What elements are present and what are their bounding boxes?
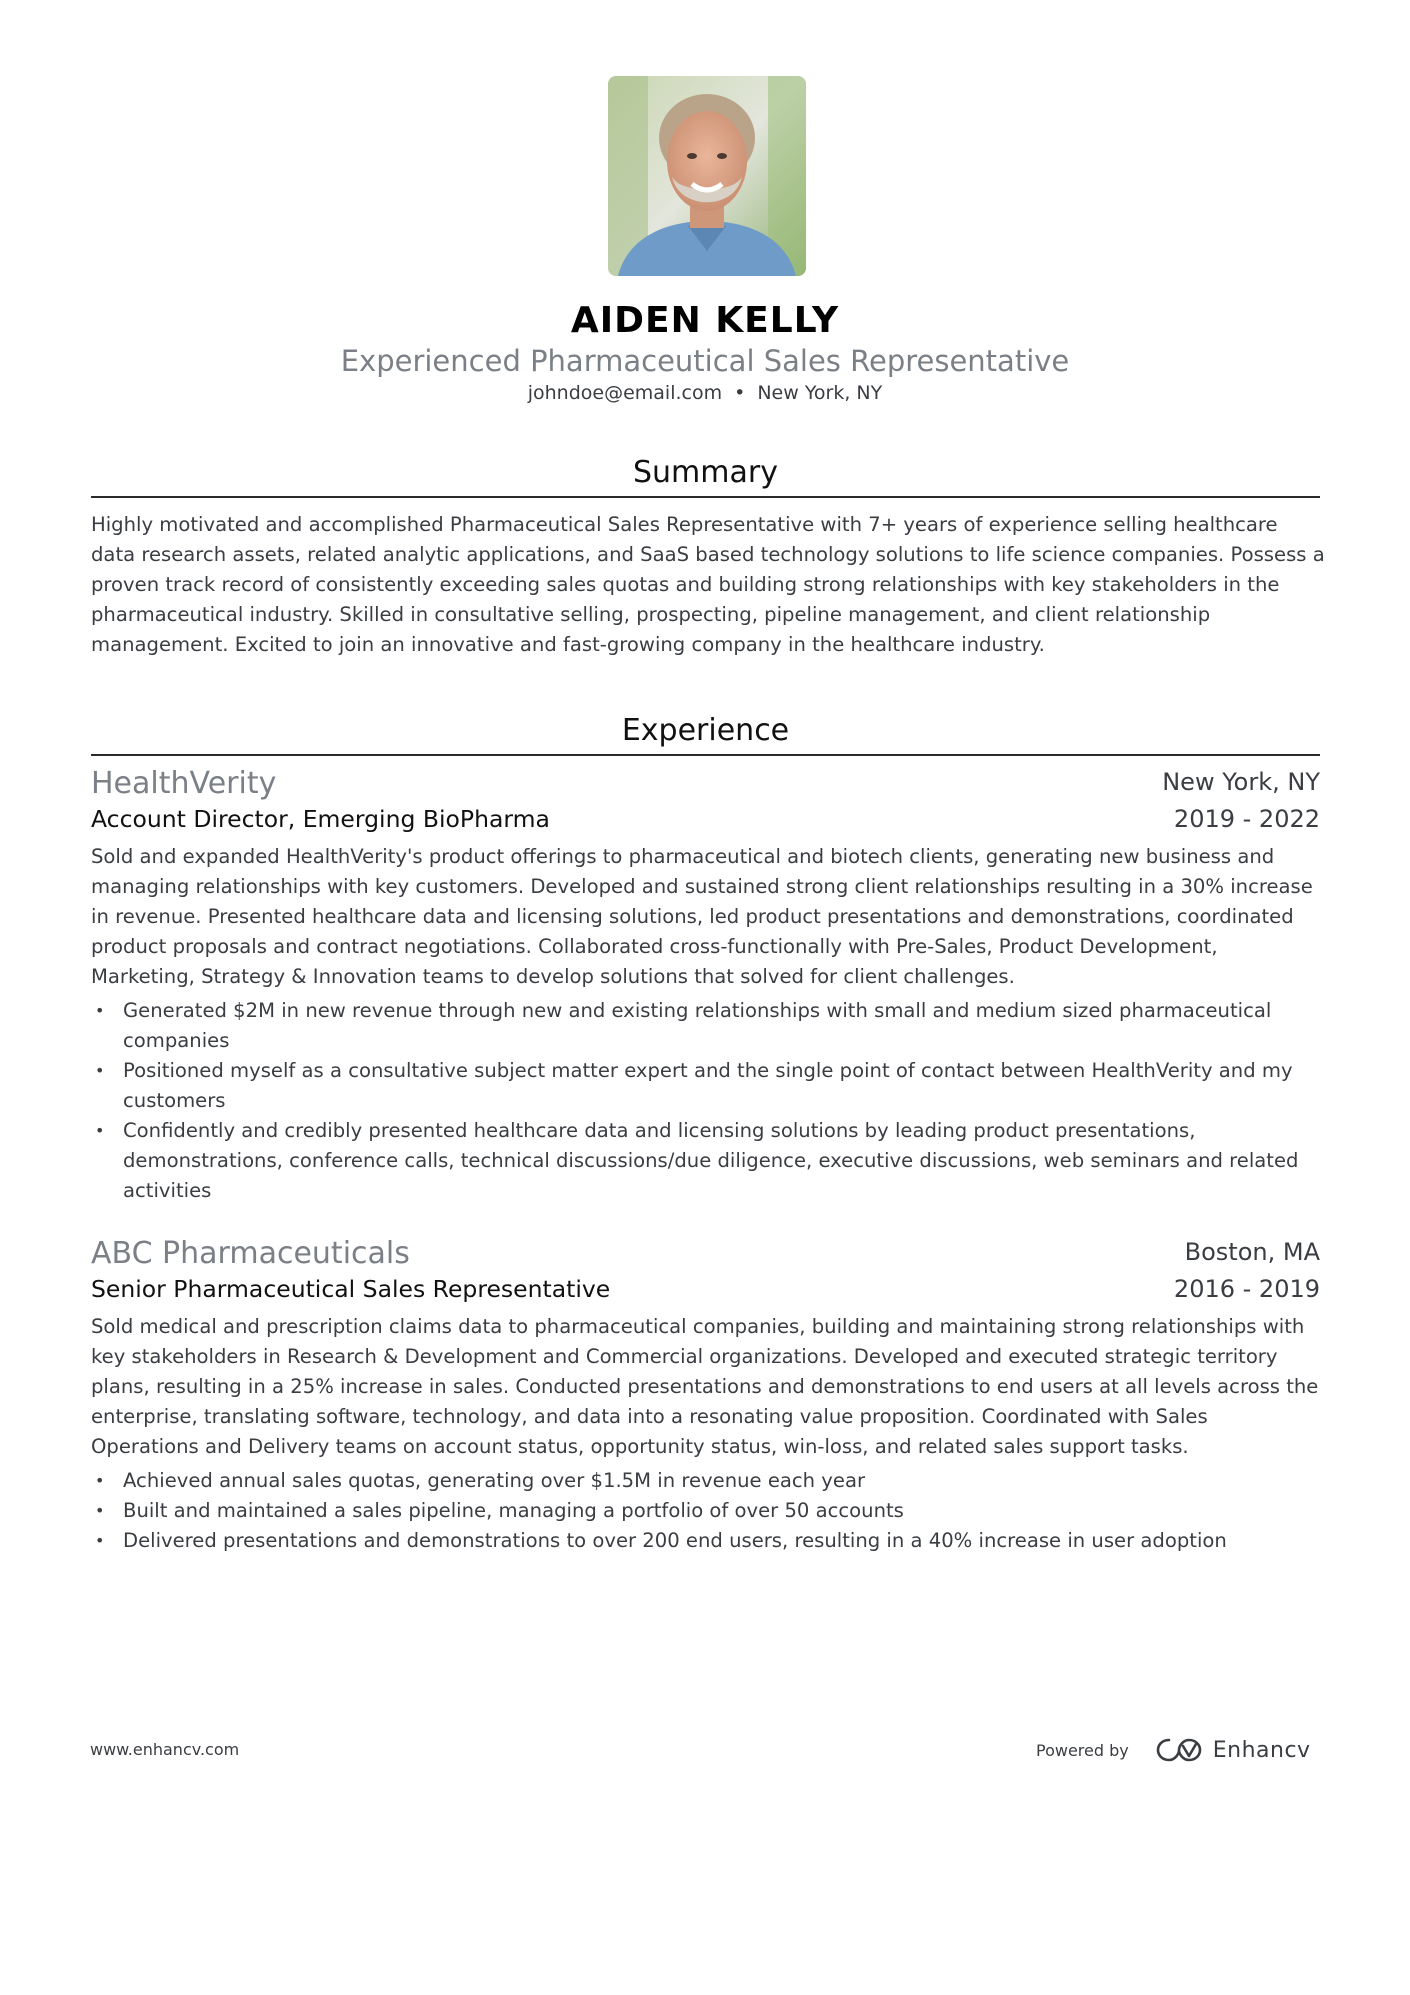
powered-by-badge[interactable] [1036, 1728, 1311, 1772]
email-text: johndoe@email.com [527, 382, 723, 404]
bullet-icon: • [95, 1001, 105, 1020]
candidate-name: AIDEN KELLY [570, 300, 840, 341]
job-role: Account Director, Emerging BioPharma [91, 805, 550, 833]
achievement-item: • Built and maintained a sales pipeline, managing a portfolio of over 50 accounts [91, 1496, 1320, 1526]
bullet-icon: • [95, 1501, 105, 1520]
bullet-icon: • [95, 1121, 105, 1140]
job-description: Sold and expanded HealthVerity's product offerings to pharmaceutical and biotech clients, generating new business and managing relationships with key customers. Developed and sustained strong client relationships resulting in a 30% increase in revenue. Presented healthcare data and licensing solutions, led product presentations and demonstrations, coordinated product proposals and contract negotiations. Collaborated cross-functionally with Pre-Sales, Product Development, Marketing, Strategy & Innovation teams to develop solutions that solved for client challenges. [91, 845, 1313, 988]
separator-dot: • [734, 382, 746, 404]
job-role: Senior Pharmaceutical Sales Representative [91, 1275, 611, 1303]
summary-text: Highly motivated and accomplished Pharmaceutical Sales Representative with 7+ years of experience selling healthcare data research assets, related analytic applications, and SaaS based technology solutions to life science companies. Possess a proven track record of consistently exceeding sales quotas and building strong relationships with key stakeholders in the pharmaceutical industry. Skilled in consultative selling, prospecting, pipeline management, and client relationship management. Excited to join an innovative and fast-growing company in the healthcare industry. [91, 513, 1325, 656]
enhancv-logo-icon [1155, 1736, 1203, 1764]
experience-entry [91, 766, 1320, 1206]
location-text: New York, NY [757, 382, 883, 404]
achievement-list [91, 1466, 1320, 1556]
candidate-title: Experienced Pharmaceutical Sales Representative [340, 344, 1070, 378]
website-link[interactable]: www.enhancv.com [90, 1740, 240, 1759]
job-description: Sold medical and prescription claims data to pharmaceutical companies, building and maintaining strong relationships with key stakeholders in Research & Development and Commercial organizations. Developed and executed strategic territory plans, resulting in a 25% increase in sales. Conducted presentations and demonstrations to end users at all levels across the enterprise, translating software, technology, and data into a resonating value proposition. Coordinated with Sales Operations and Delivery teams on account status, opportunity status, win-loss, and related sales support tasks. [91, 1315, 1319, 1458]
achievement-item: • Confidently and credibly presented healthcare data and licensing solutions by leading product presentations, demonstrations, conference calls, technical discussions/due diligence, executive discussions, web seminars and related activities [91, 1116, 1320, 1206]
achievement-list [91, 996, 1320, 1206]
company-name: ABC Pharmaceuticals [91, 1236, 410, 1271]
bullet-icon: • [95, 1471, 105, 1490]
achievement-item: • Positioned myself as a consultative subject matter expert and the single point of contact between HealthVerity and my customers [91, 1056, 1320, 1116]
profile-photo [608, 76, 806, 276]
bullet-icon: • [95, 1531, 105, 1550]
summary-divider [91, 496, 1320, 498]
portrait-image [608, 76, 806, 276]
job-dates: 2019 - 2022 [1173, 805, 1320, 833]
company-name: HealthVerity [91, 766, 277, 801]
brand-name: Enhancv [1212, 1737, 1311, 1763]
experience-heading: Experience [621, 713, 790, 748]
job-location: Boston, MA [1184, 1238, 1320, 1266]
experience-divider [91, 754, 1320, 756]
achievement-item: • Achieved annual sales quotas, generating over $1.5M in revenue each year [91, 1466, 1320, 1496]
job-dates: 2016 - 2019 [1173, 1275, 1320, 1303]
experience-entry [91, 1236, 1320, 1556]
powered-by-text: Powered by [1036, 1740, 1129, 1760]
job-location: New York, NY [1162, 768, 1320, 796]
achievement-item: • Delivered presentations and demonstrations to over 200 end users, resulting in a 40% increase in user adoption [91, 1526, 1320, 1556]
bullet-icon: • [95, 1061, 105, 1080]
summary-heading: Summary [633, 455, 778, 490]
achievement-item: • Generated $2M in new revenue through new and existing relationships with small and medium sized pharmaceutical companies [91, 996, 1320, 1056]
contact-line [0, 380, 1410, 406]
